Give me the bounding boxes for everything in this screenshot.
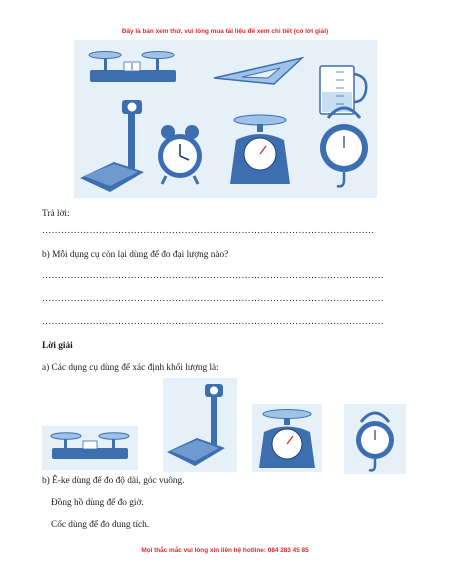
solution-b: b) Ê-ke dùng để đo độ dài, góc vuông. xyxy=(42,476,185,486)
solution-heading: Lời giải xyxy=(42,341,73,351)
solution-platform-scale xyxy=(163,378,237,472)
kitchen-scale-icon xyxy=(230,115,290,184)
question-b: b) Mỗi dụng cụ còn lại dùng để đo đại lượng nào? xyxy=(42,250,229,260)
preview-banner: Đây là bản xem thử, vui lòng mua tài liệu để xem chi tiết (có lời giải) xyxy=(121,28,329,35)
alarm-clock-icon xyxy=(158,125,202,184)
solution-a: a) Các dụng cụ dùng để xác định khối lượng là: xyxy=(42,363,219,373)
solution-hanging-scale xyxy=(344,404,406,474)
solution-kitchen-scale xyxy=(252,404,322,472)
instruments-figure xyxy=(74,40,377,198)
kitchen-scale-icon xyxy=(252,404,322,472)
balance-scale-icon xyxy=(42,426,138,470)
hanging-scale-icon xyxy=(344,404,406,474)
answer-line-a: …………………………………………………………………………………………… xyxy=(42,226,375,236)
set-square-icon xyxy=(214,58,302,84)
hotline-banner: Mọi thắc mắc vui lòng xin liên hệ hotline: 084 283 45 85 xyxy=(141,547,309,554)
solution-balance-scale xyxy=(42,426,138,470)
answer-label: Trả lời: xyxy=(42,209,70,219)
balance-scale-icon xyxy=(89,52,176,83)
platform-scale-icon xyxy=(80,100,144,192)
solution-cup: Cốc dùng để đo dung tích. xyxy=(51,520,150,530)
solution-clock: Đồng hồ dùng để đo giờ. xyxy=(51,498,144,508)
answer-line-b2: ……………………………………………………………………………………………… xyxy=(42,294,384,304)
answer-line-b1: ……………………………………………………………………………………………… xyxy=(42,271,384,281)
platform-scale-icon xyxy=(163,378,237,472)
hanging-scale-icon xyxy=(320,108,368,186)
answer-line-b3: ……………………………………………………………………………………………… xyxy=(42,317,384,327)
